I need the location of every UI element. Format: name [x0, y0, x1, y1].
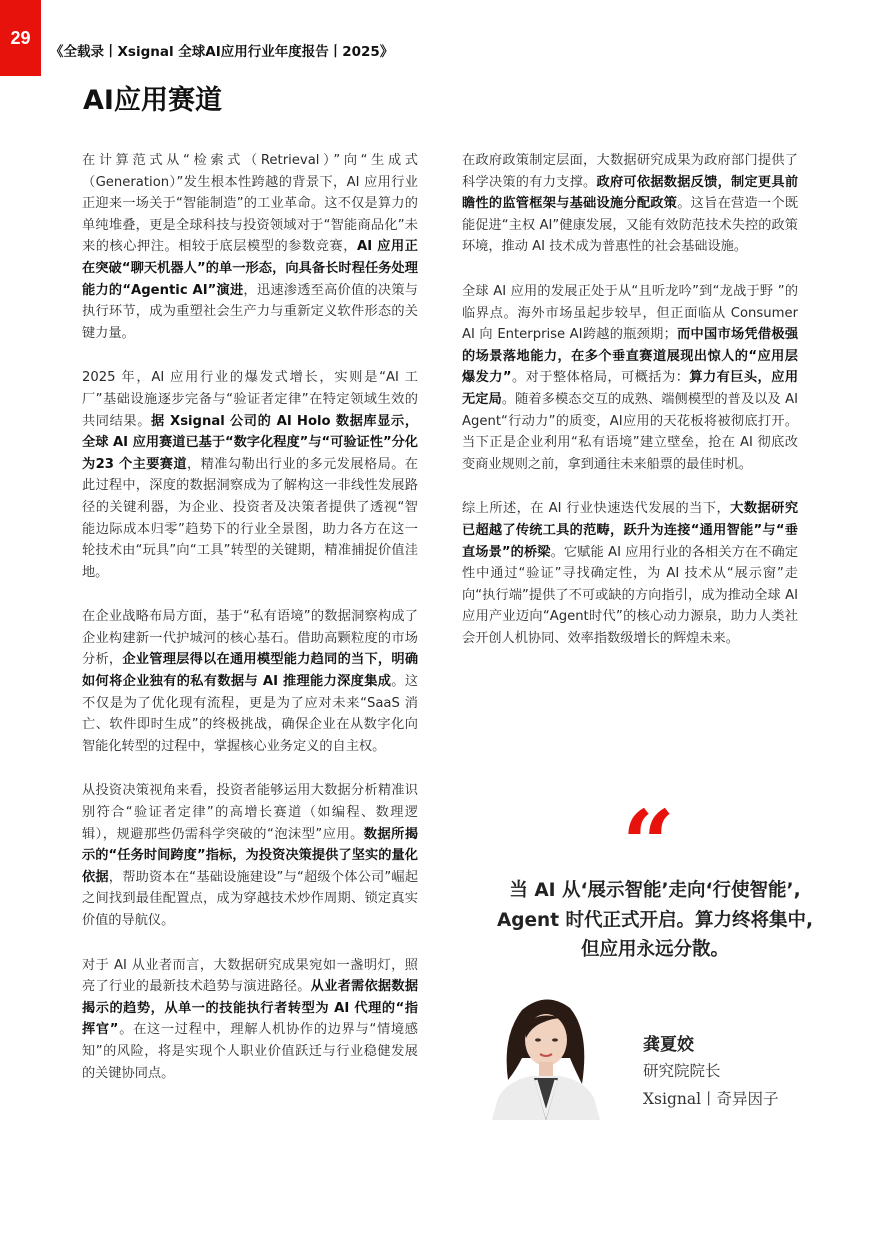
body-text: 。对于整体格局，可概括为： [511, 370, 690, 386]
emphasis-text: 数据所揭示的“任务时间跨度”指标，为投资决策提供了坚实的量化依据 [82, 826, 419, 885]
body-text: 。这不仅是为了优化现有流程，更是为了应对未来“SaaS 消亡、软件即时生成”的终极挑战，确保企业在从数字化向智能化转型的过程中，掌握核心业务定义的自主权。 [82, 674, 419, 754]
quote-mark-icon: “ [622, 790, 675, 898]
emphasis-text: 大数据研究已超越了传统工具的范畴，跃升为连接“通用智能”与“垂直场景”的桥梁 [462, 501, 799, 560]
body-text: 综上所述，在 AI 行业快速迭代发展的当下， [462, 501, 731, 517]
quote-line: Agent 时代正式开启。算力终将集中, [496, 909, 814, 931]
author-portrait [478, 988, 614, 1120]
emphasis-text: 算力有巨头，应用无定局 [462, 370, 799, 407]
right-column [462, 150, 798, 672]
body-text: 对于 AI 从业者而言，大数据研究成果宛如一盏明灯，照亮了行业的最新技术趋势与演进路径。 [82, 957, 418, 995]
body-paragraph [82, 367, 418, 583]
body-text: 在企业战略布局方面，基于“私有语境”的数据洞察构成了企业构建新一代护城河的核心基石。借助高颗粒度的市场分析， [82, 609, 418, 668]
body-text: 在政府政策制定层面，大数据研究成果为政府部门提供了科学决策的有力支撑。 [462, 153, 798, 190]
body-paragraph [462, 150, 798, 258]
body-text: ，迅速渗透至高价值的决策与执行环节，成为重塑社会生产力与重新定义软件形态的关键力量。 [82, 282, 418, 341]
author-title: 研究院院长 [643, 1062, 721, 1080]
body-text: 。在这一过程中，理解人机协作的边界与“情境感知”的风险，将是实现个人职业价值跃迁与行业稳健发展的关键协同点。 [82, 1022, 418, 1081]
section-title: AI应用赛道 [83, 85, 222, 116]
body-paragraph [82, 780, 418, 931]
body-text: 。这旨在营造一个既能促进“主权 AI”健康发展，又能有效防范技术失控的政策环境，推动 AI 技术成为普惠性的社会基础设施。 [462, 196, 799, 255]
page-number: 29 [10, 27, 31, 48]
author-organization: Xsignal丨奇异因子 [643, 1090, 779, 1108]
body-text: 。随着多模态交互的成熟、端侧模型的普及以及 AI Agent“行动力”的质变，AI应用的天花板将被彻底打开。当下正是企业利用“私有语境”建立壁垒，抢在 AI 彻底改变商业规则之前，拿到通往未来船票的最佳时机。 [462, 391, 799, 472]
author-name: 龚夏姣 [643, 1035, 694, 1055]
emphasis-text: 政府可依据数据反馈，制定更具前瞻性的监管框架与基础设施分配政策 [462, 174, 799, 212]
body-text: 。它赋能 AI 应用行业的各相关方在不确定性中通过“验证”寻找确定性，为 AI 技术从“展示窗”走向“执行端”提供了不可或缺的方向指引，成为推动全球 AI 应用产业迈向“Agent时代”的核心动力源泉，助力人类社会开创人机协同、效率指数级增长的辉煌未来。 [462, 544, 799, 646]
body-paragraph [82, 955, 418, 1085]
running-title: 《全载录丨Xsignal 全球AI应用行业年度报告丨2025》 [50, 44, 394, 60]
emphasis-text: 据 Xsignal 公司的 AI Holo 数据库显示，全球 AI 应用赛道已基于“数字化程度”与“可验证性”分化为23 个主要赛道 [82, 413, 419, 472]
body-paragraph [82, 150, 418, 344]
pull-quote [455, 876, 855, 965]
quote-line: 当 AI 从‘展示智能’走向‘行使智能’, [509, 880, 801, 901]
emphasis-text: AI 应用正在突破“聊天机器人”的单一形态，向具备长时程任务处理能力的“Agentic AI”演进 [82, 239, 418, 298]
body-text: 从投资决策视角来看，投资者能够运用大数据分析精准识别符合“验证者定律”的高增长赛道（如编程、数理逻辑），规避那些仍需科学突破的“泡沫型”应用。 [82, 783, 418, 842]
body-paragraph [82, 606, 418, 757]
body-text: 在计算范式从“检索式（Retrieval）”向“生成式（Generation）”发生根本性跨越的背景下，AI 应用行业正迎来一场关于“智能制造”的工业革命。这不仅是算力的单纯堆叠，更是全球科技与投资领域对于“智能商品化”未来的核心押注。相较于底层模型的参数竞赛， [82, 153, 418, 255]
body-text: 全球 AI 应用的发展正处于从“且听龙吟”到“龙战于野 ”的临界点。海外市场虽起步较早，但正面临从 Consumer AI 向 Enterprise AI跨越的瓶颈期； [462, 283, 798, 343]
body-paragraph [462, 498, 798, 649]
body-text: ，帮助资本在“基础设施建设”与“超级个体公司”崛起之间找到最佳配置点，成为穿越技术炒作周期、锁定真实价值的导航仪。 [82, 869, 419, 928]
quote-line: 但应用永远分散。 [580, 939, 729, 960]
body-text: 2025 年，AI 应用行业的爆发式增长，实则是“AI 工厂”基础设施逐步完备与“验证者定律”在特定领域生效的共同结果。 [82, 370, 418, 429]
emphasis-text: 企业管理层得以在通用模型能力趋同的当下，明确如何将企业独有的私有数据与 AI 推理能力深度集成 [82, 652, 419, 690]
emphasis-text: 而中国市场凭借极强的场景落地能力，在多个垂直赛道展现出惊人的“应用层爆发力” [462, 327, 799, 386]
emphasis-text: 从业者需依据数据揭示的趋势，从单一的技能执行者转型为 AI 代理的“指挥官” [82, 979, 419, 1038]
page-number-badge [0, 0, 41, 76]
body-paragraph [462, 281, 798, 475]
body-text: ，精准勾勒出行业的多元发展格局。在此过程中，深度的数据洞察成为了解构这一非线性发展路径的关键利器，为企业、投资者及决策者提供了透视“智能边际成本归零”趋势下的行业全景图，助力各方在这一轮技术由“玩具”向“工具”转型的关键期，精准捕捉价值洼地。 [82, 456, 418, 580]
left-column [82, 150, 418, 1107]
